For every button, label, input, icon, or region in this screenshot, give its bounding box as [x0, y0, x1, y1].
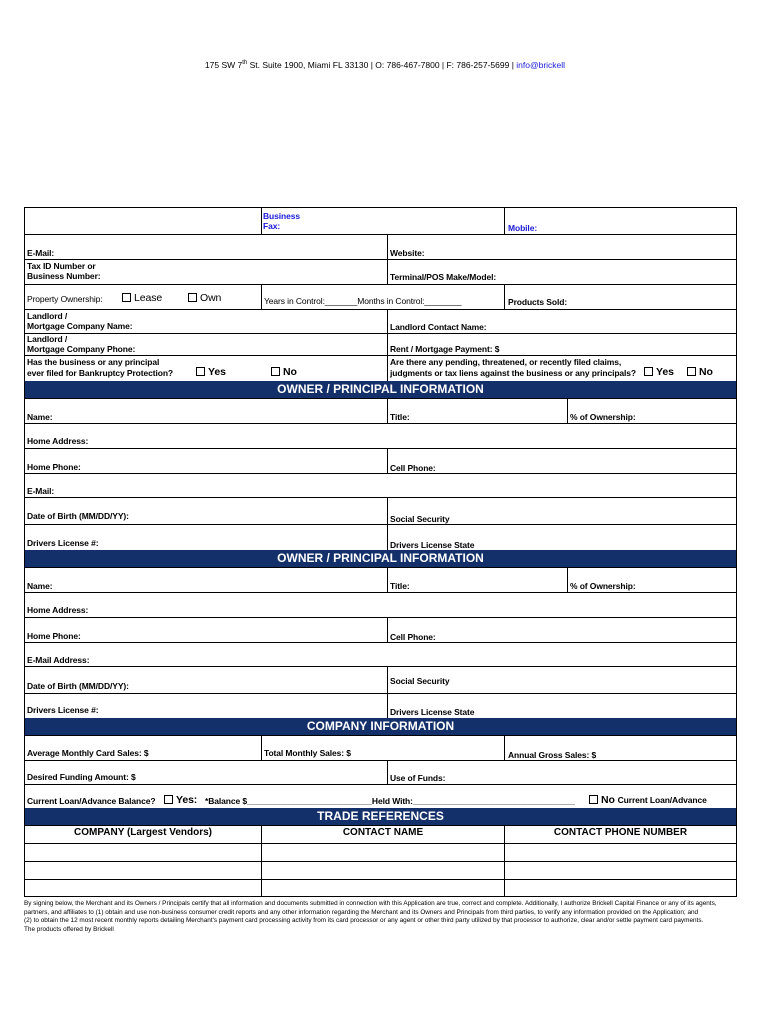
form-row	[25, 356, 736, 381]
use-of-funds-cell[interactable]	[387, 761, 736, 784]
mobile-label: Mobile:	[508, 223, 538, 233]
contact-phone-column-header: CONTACT PHONE NUMBER	[504, 826, 736, 843]
property-ownership-label: Property Ownership:	[27, 294, 103, 304]
home-phone-cell[interactable]	[25, 449, 387, 473]
cell-phone-label: Cell Phone:	[390, 463, 436, 473]
loan-yes-option[interactable]	[161, 795, 197, 805]
owner2-title-cell[interactable]	[387, 568, 567, 592]
terminal-cell[interactable]	[387, 260, 736, 284]
desired-funding-cell[interactable]	[25, 761, 387, 784]
email-label: E-Mail:	[27, 248, 55, 258]
owner2-section-heading: OWNER / PRINCIPAL INFORMATION	[25, 550, 736, 568]
mortgage-company-phone-label: Mortgage Company Phone:	[27, 344, 136, 354]
owner2-address-cell[interactable]	[25, 593, 736, 617]
mortgage-company-name-label: Mortgage Company Name:	[27, 321, 133, 331]
owner2-ssn-cell[interactable]	[387, 667, 736, 693]
bankruptcy-no-checkbox[interactable]	[271, 367, 280, 376]
business-fax-cell[interactable]	[261, 208, 504, 234]
dob-label: Date of Birth (MM/DD/YY):	[27, 511, 129, 521]
contact-phone-field[interactable]	[504, 880, 736, 897]
vendor-field[interactable]	[25, 880, 261, 897]
loan-yes-label: Yes:	[176, 794, 198, 806]
rent-payment-cell[interactable]	[387, 334, 736, 355]
form-row	[25, 785, 736, 808]
website-cell[interactable]	[387, 235, 736, 259]
owner2-dl-state-label: Drivers License State	[390, 707, 475, 717]
landlord-name-cell[interactable]	[25, 310, 387, 333]
dl-state-label: Drivers License State	[390, 540, 475, 550]
trade-reference-row	[25, 844, 736, 862]
loan-no-suffix: Current Loan/Advance	[617, 795, 707, 805]
owner-section-heading: OWNER / PRINCIPAL INFORMATION	[25, 381, 736, 399]
avg-card-sales-label: Average Monthly Card Sales: $	[27, 748, 149, 758]
bankruptcy-question-line2: ever filed for Bankruptcy Protection?	[27, 368, 174, 378]
owner2-name-cell[interactable]	[25, 568, 387, 592]
terminal-label: Terminal/POS Make/Model:	[390, 272, 497, 282]
business-name-field[interactable]	[25, 208, 261, 234]
owner2-cell-phone-cell[interactable]	[387, 618, 736, 642]
products-sold-label: Products Sold:	[508, 297, 568, 307]
form-row	[25, 618, 736, 643]
bankruptcy-yes-checkbox[interactable]	[196, 367, 205, 376]
owner2-dob-cell[interactable]	[25, 667, 387, 693]
business-number-label: Business Number:	[27, 271, 101, 281]
ownership-percent-label: % of Ownership:	[570, 412, 636, 422]
home-address-cell[interactable]	[25, 424, 736, 448]
bankruptcy-yes-option[interactable]	[193, 367, 226, 377]
owner-title-label: Title:	[390, 412, 410, 422]
claims-question-line1: Are there any pending, threatened, or recently filed claims,	[390, 357, 622, 367]
address-text-rest: St. Suite 1900, Miami FL 33130 | O: 786-467-7800 | F: 786-257-5699 |	[247, 60, 517, 70]
owner2-address-label: Home Address:	[27, 605, 89, 615]
cell-phone-cell[interactable]	[387, 449, 736, 473]
claims-cell	[387, 356, 736, 381]
trade-reference-row	[25, 880, 736, 897]
form-row	[25, 208, 736, 235]
contact-phone-field[interactable]	[504, 862, 736, 879]
bankruptcy-no-option[interactable]	[268, 367, 297, 377]
annual-gross-sales-cell[interactable]	[504, 736, 736, 760]
vendor-field[interactable]	[25, 844, 261, 861]
property-ownership-cell	[25, 285, 261, 309]
years-months-label: Years in Control:_______Months in Control:________	[264, 296, 462, 306]
tax-id-label: Tax ID Number or	[27, 261, 96, 271]
email-link[interactable]: info@brickell	[516, 60, 566, 70]
form-row	[25, 761, 736, 785]
owner-email-label: E-Mail:	[27, 486, 55, 496]
bankruptcy-cell	[25, 356, 387, 381]
ssn-cell[interactable]	[387, 498, 736, 524]
vendor-column-header: COMPANY (Largest Vendors)	[74, 827, 212, 838]
contact-name-field[interactable]	[261, 844, 504, 861]
own-checkbox[interactable]	[188, 293, 197, 302]
lease-checkbox[interactable]	[122, 293, 131, 302]
owner2-home-phone-label: Home Phone:	[27, 631, 81, 641]
authorization-disclaimer	[24, 900, 744, 934]
application-form	[24, 207, 737, 897]
form-row	[25, 525, 736, 550]
owner2-dl-state-cell[interactable]	[387, 694, 736, 718]
owner2-dl-cell[interactable]	[25, 694, 387, 718]
landlord-contact-cell[interactable]	[387, 310, 736, 333]
loan-no-label: No	[601, 794, 615, 806]
products-sold-cell[interactable]	[504, 285, 736, 309]
form-row	[25, 310, 736, 334]
form-row	[25, 285, 736, 310]
ssn-label: Social Security	[390, 514, 450, 524]
company-section-heading: COMPANY INFORMATION	[25, 718, 736, 736]
disclaimer-line: The products offered by Brickell	[24, 925, 114, 933]
owner-name-cell[interactable]	[25, 399, 387, 423]
own-label: Own	[200, 292, 222, 304]
home-phone-label: Home Phone:	[27, 462, 81, 472]
own-option[interactable]	[185, 293, 221, 303]
landlord-phone-label: Landlord /	[27, 334, 68, 344]
balance-held-with-label[interactable]: *Balance $___________________________Held With:___________________________________	[205, 796, 575, 806]
company-address-header	[0, 60, 770, 70]
vendor-field[interactable]	[25, 862, 261, 879]
owner2-home-phone-cell[interactable]	[25, 618, 387, 642]
claims-no-option[interactable]	[684, 367, 713, 377]
tax-id-cell[interactable]	[25, 260, 387, 284]
owner-name-label: Name:	[27, 412, 53, 422]
form-row	[25, 593, 736, 618]
website-label: Website:	[390, 248, 425, 258]
total-monthly-sales-cell[interactable]	[261, 736, 504, 760]
form-row	[25, 667, 736, 694]
form-row	[25, 736, 736, 761]
loan-no-checkbox[interactable]	[589, 795, 598, 804]
address-superscript: th	[242, 60, 248, 67]
owner2-ownership-cell[interactable]	[567, 568, 736, 592]
drivers-license-cell[interactable]	[25, 525, 387, 550]
no-label: No	[699, 366, 713, 378]
form-row	[25, 474, 736, 498]
owner2-email-label: E-Mail Address:	[27, 655, 90, 665]
form-row	[25, 568, 736, 593]
yes-label: Yes	[656, 366, 674, 378]
contact-phone-field[interactable]	[504, 844, 736, 861]
disclaimer-line: partners, and affiliates to (1) obtain and use non-business consumer credit reports and any other information regarding the Merchant and its Owners and Principals from third parties, to verify any information provided on the Application; and	[24, 908, 699, 916]
claims-question-line2: judgments or tax liens against the business or any principals?	[390, 368, 637, 378]
dl-state-cell[interactable]	[387, 525, 736, 550]
current-loan-label: Current Loan/Advance Balance?	[27, 796, 156, 806]
bankruptcy-question-line1: Has the business or any principal	[27, 357, 160, 367]
dob-cell[interactable]	[25, 498, 387, 524]
owner2-dob-label: Date of Birth (MM/DD/YY):	[27, 681, 129, 691]
owner2-title-label: Title:	[390, 581, 410, 591]
rent-payment-label: Rent / Mortgage Payment: $	[390, 344, 500, 354]
claims-yes-checkbox[interactable]	[644, 367, 653, 376]
owner-title-cell[interactable]	[387, 399, 567, 423]
lease-option[interactable]	[119, 293, 162, 303]
years-months-cell[interactable]	[261, 285, 504, 309]
current-loan-cell	[25, 785, 736, 808]
total-monthly-sales-label: Total Monthly Sales: $	[264, 748, 351, 758]
contact-name-field[interactable]	[261, 862, 504, 879]
home-address-label: Home Address:	[27, 436, 89, 446]
fax-label: Fax:	[263, 221, 281, 231]
owner-email-cell[interactable]	[25, 474, 736, 497]
owner-ownership-cell[interactable]	[567, 399, 736, 423]
lease-label: Lease	[134, 292, 163, 304]
address-text: 175 SW 7	[204, 60, 243, 70]
form-row	[25, 694, 736, 718]
landlord-phone-cell[interactable]	[25, 334, 387, 355]
form-row	[25, 260, 736, 285]
form-row	[25, 424, 736, 449]
owner2-ssn-label: Social Security	[390, 676, 450, 686]
form-row	[25, 334, 736, 356]
no-label: No	[283, 366, 297, 378]
owner2-email-cell[interactable]	[25, 643, 736, 666]
form-row	[25, 449, 736, 474]
avg-card-sales-cell[interactable]	[25, 736, 261, 760]
form-row	[25, 498, 736, 525]
contact-name-field[interactable]	[261, 880, 504, 897]
trade-reference-row	[25, 862, 736, 880]
owner2-name-label: Name:	[27, 581, 53, 591]
claims-no-checkbox[interactable]	[687, 367, 696, 376]
use-of-funds-label: Use of Funds:	[390, 773, 446, 783]
loan-no-option[interactable]	[586, 795, 707, 805]
form-row	[25, 399, 736, 424]
landlord-label: Landlord /	[27, 311, 68, 321]
contact-name-column-header: CONTACT NAME	[261, 826, 504, 843]
owner2-cell-phone-label: Cell Phone:	[390, 632, 436, 642]
form-row	[25, 235, 736, 260]
annual-gross-sales-label: Annual Gross Sales: $	[508, 750, 597, 760]
mobile-cell[interactable]	[504, 208, 736, 234]
loan-yes-checkbox[interactable]	[164, 795, 173, 804]
disclaimer-line: (2) to obtain the 12 most recent monthly reports detailing Merchant's payment card processing activity from its card processor or any agent or other third party utilized by that processor to authorize, clear and/or settle payment card payments.	[24, 917, 704, 924]
owner2-dl-label: Drivers License #:	[27, 705, 99, 715]
trade-references-heading: TRADE REFERENCES	[25, 808, 736, 826]
owner2-ownership-label: % of Ownership:	[570, 581, 636, 591]
disclaimer-line: By signing below, the Merchant and its Owners / Principals certify that all information and documents submitted in connection with this Application are true, correct and complete. Additionally, I authorize Brickell Capital Finance or any of its agents,	[24, 900, 717, 907]
email-cell[interactable]	[25, 235, 387, 259]
business-label: Business	[263, 211, 300, 221]
drivers-license-label: Drivers License #:	[27, 538, 99, 548]
claims-yes-option[interactable]	[641, 367, 674, 377]
landlord-contact-label: Landlord Contact Name:	[390, 322, 487, 332]
form-row	[25, 643, 736, 667]
yes-label: Yes	[208, 366, 226, 378]
desired-funding-label: Desired Funding Amount: $	[27, 772, 136, 782]
trade-header-row	[25, 826, 736, 844]
